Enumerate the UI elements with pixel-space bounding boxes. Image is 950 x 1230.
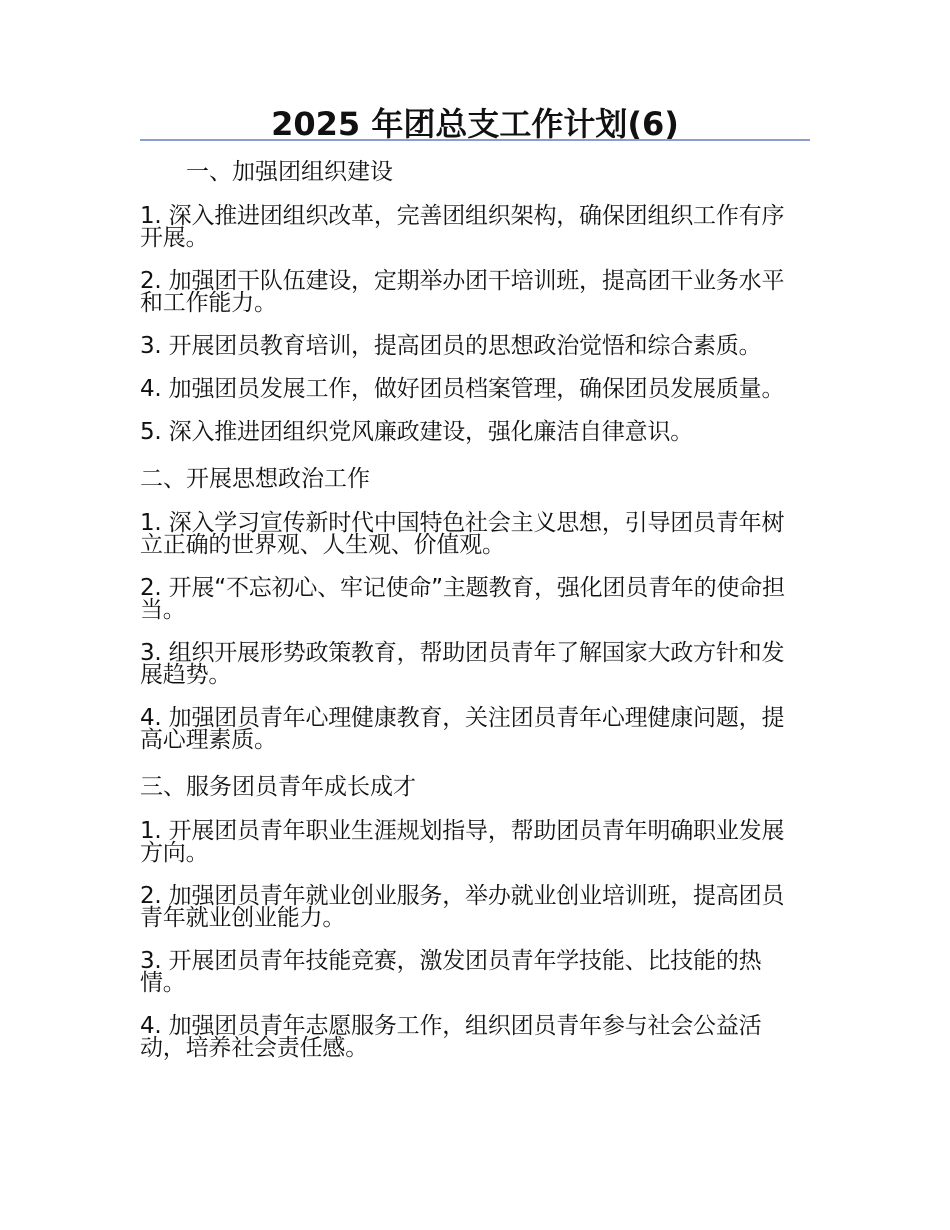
list-item: 3. 组织开展形势政策教育，帮助团员青年了解国家大政方针和发展趋势。 [140, 640, 785, 688]
list-item: 1. 开展团员青年职业生涯规划指导，帮助团员青年明确职业发展方向。 [140, 818, 785, 866]
list-item: 2. 加强团干队伍建设，定期举办团干培训班，提高团干业务水平和工作能力。 [140, 268, 785, 316]
section-heading: 二、开展思想政治工作 [140, 466, 370, 492]
list-item: 2. 开展“不忘初心、牢记使命”主题教育，强化团员青年的使命担当。 [140, 575, 785, 623]
list-item: 2. 加强团员青年就业创业服务，举办就业创业培训班，提高团员青年就业创业能力。 [140, 883, 785, 931]
list-item: 3. 开展团员青年技能竞赛，激发团员青年学技能、比技能的热情。 [140, 948, 762, 996]
section-heading: 一、加强团组织建设 [186, 159, 393, 185]
list-item: 4. 加强团员青年志愿服务工作，组织团员青年参与社会公益活动，培养社会责任感。 [140, 1013, 762, 1061]
section-heading: 三、服务团员青年成长成才 [140, 774, 416, 800]
page-title: 2025 年团总支工作计划(6) [271, 105, 679, 143]
list-item: 5. 深入推进团组织党风廉政建设，强化廉洁自律意识。 [140, 419, 694, 445]
document-body [140, 157, 796, 1080]
list-item: 1. 深入学习宣传新时代中国特色社会主义思想，引导团员青年树立正确的世界观、人生观、价值观。 [140, 510, 785, 558]
list-item: 1. 深入推进团组织改革，完善团组织架构，确保团组织工作有序开展。 [140, 203, 785, 251]
title-underline [140, 139, 810, 141]
list-item: 3. 开展团员教育培训，提高团员的思想政治觉悟和综合素质。 [140, 333, 762, 359]
list-item: 4. 加强团员发展工作，做好团员档案管理，确保团员发展质量。 [140, 376, 785, 402]
list-item: 4. 加强团员青年心理健康教育，关注团员青年心理健康问题，提高心理素质。 [140, 705, 785, 753]
